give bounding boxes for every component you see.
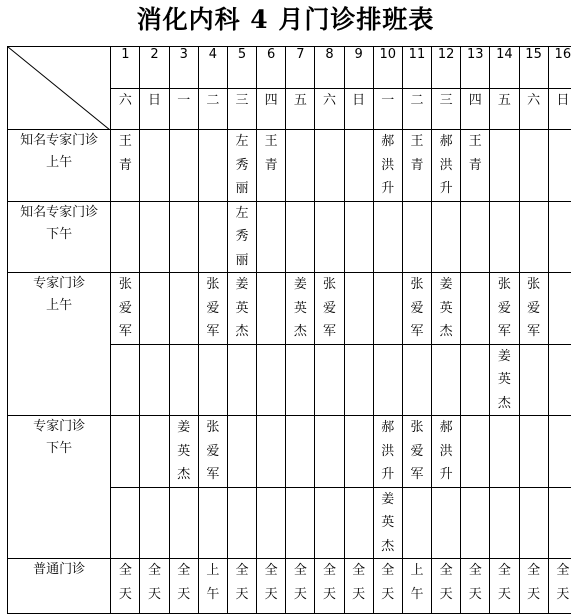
weekday: 二: [402, 89, 431, 130]
section-label-line: 专家门诊: [8, 273, 110, 295]
schedule-cell: [548, 487, 571, 559]
doctor-name: 全天: [176, 559, 192, 606]
section-label-line: 普通门诊: [8, 559, 110, 581]
doctor-name: 全天: [526, 559, 542, 606]
schedule-cell: [286, 416, 315, 488]
schedule-cell: [227, 130, 256, 202]
schedule-cell: [111, 559, 140, 614]
day-number: 13: [461, 47, 490, 89]
schedule-cell: [286, 130, 315, 202]
schedule-cell: [169, 130, 198, 202]
day-number: 5: [227, 47, 256, 89]
schedule-row: [8, 130, 571, 202]
schedule-cell: [169, 344, 198, 416]
schedule-cell: [490, 273, 519, 345]
schedule-row: [8, 201, 571, 273]
schedule-cell: [432, 487, 461, 559]
schedule-cell: [257, 559, 286, 614]
schedule-cell: [257, 487, 286, 559]
schedule-cell: [402, 487, 431, 559]
doctor-name: 全天: [496, 559, 512, 606]
schedule-cell: [373, 273, 402, 345]
schedule-cell: [286, 344, 315, 416]
day-number: 9: [344, 47, 373, 89]
schedule-cell: [519, 344, 548, 416]
section-label-line: 下午: [8, 438, 110, 460]
page-title: 消化内科 4 月门诊排班表: [0, 3, 571, 37]
schedule-cell: [373, 201, 402, 273]
schedule-cell: [344, 201, 373, 273]
doctor-name: 张爱军: [409, 416, 425, 487]
weekday: 三: [432, 89, 461, 130]
day-number: 14: [490, 47, 519, 89]
weekday: 六: [315, 89, 344, 130]
weekday: 四: [257, 89, 286, 130]
schedule-cell: [432, 273, 461, 345]
schedule-cell: [490, 130, 519, 202]
weekday: 六: [111, 89, 140, 130]
schedule-cell: [315, 344, 344, 416]
schedule-cell: [461, 559, 490, 614]
schedule-table: [7, 46, 571, 614]
schedule-cell: [257, 201, 286, 273]
schedule-cell: [198, 130, 227, 202]
schedule-cell: [140, 416, 169, 488]
doctor-name: 姜英杰: [380, 488, 396, 559]
schedule-cell: [402, 130, 431, 202]
schedule-cell: [286, 487, 315, 559]
schedule-cell: [548, 201, 571, 273]
weekday: 三: [227, 89, 256, 130]
doctor-name: 全天: [147, 559, 163, 606]
day-number: 7: [286, 47, 315, 89]
schedule-cell: [227, 273, 256, 345]
schedule-cell: [198, 273, 227, 345]
schedule-cell: [548, 344, 571, 416]
schedule-cell: [111, 201, 140, 273]
schedule-cell: [198, 344, 227, 416]
diagonal-divider: [8, 47, 110, 130]
schedule-cell: [140, 487, 169, 559]
doctor-name: 上午: [205, 559, 221, 606]
schedule-cell: [227, 487, 256, 559]
schedule-cell: [519, 487, 548, 559]
section-label: [8, 559, 111, 614]
doctor-name: 张爱军: [205, 416, 221, 487]
schedule-cell: [373, 130, 402, 202]
day-number-row: [8, 47, 571, 89]
schedule-cell: [344, 487, 373, 559]
section-label-line: 上午: [8, 152, 110, 174]
section-label-line: 知名专家门诊: [8, 202, 110, 224]
doctor-name: 全天: [380, 559, 396, 606]
schedule-cell: [169, 559, 198, 614]
schedule-cell: [519, 416, 548, 488]
schedule-cell: [169, 487, 198, 559]
schedule-cell: [227, 201, 256, 273]
schedule-row: [8, 559, 571, 614]
section-label-line: 下午: [8, 224, 110, 246]
schedule-cell: [490, 487, 519, 559]
schedule-cell: [519, 130, 548, 202]
schedule-cell: [373, 487, 402, 559]
schedule-cell: [198, 201, 227, 273]
schedule-cell: [140, 559, 169, 614]
schedule-cell: [344, 273, 373, 345]
doctor-name: 全天: [117, 559, 133, 606]
schedule-cell: [461, 416, 490, 488]
weekday: 四: [461, 89, 490, 130]
day-number: 8: [315, 47, 344, 89]
schedule-cell: [519, 273, 548, 345]
doctor-name: 郝洪升: [438, 130, 454, 201]
day-number: 6: [257, 47, 286, 89]
doctor-name: 姜英杰: [496, 345, 512, 416]
schedule-cell: [461, 273, 490, 345]
doctor-name: 郝洪升: [380, 416, 396, 487]
doctor-name: 全天: [292, 559, 308, 606]
section-label: [8, 201, 111, 273]
schedule-cell: [373, 416, 402, 488]
schedule-cell: [490, 416, 519, 488]
schedule-cell: [140, 130, 169, 202]
schedule-cell: [286, 201, 315, 273]
doctor-name: 全天: [351, 559, 367, 606]
schedule-cell: [373, 559, 402, 614]
schedule-cell: [461, 130, 490, 202]
schedule-cell: [432, 201, 461, 273]
schedule-cell: [519, 201, 548, 273]
schedule-cell: [548, 559, 571, 614]
schedule-cell: [140, 344, 169, 416]
weekday: 日: [548, 89, 571, 130]
schedule-cell: [315, 201, 344, 273]
doctor-name: 左秀丽: [234, 202, 250, 273]
section-label-line: 上午: [8, 295, 110, 317]
schedule-cell: [490, 201, 519, 273]
schedule-cell: [315, 273, 344, 345]
doctor-name: 全天: [438, 559, 454, 606]
schedule-cell: [198, 416, 227, 488]
doctor-name: 张爱军: [321, 273, 337, 344]
doctor-name: 王青: [117, 130, 133, 177]
day-number: 4: [198, 47, 227, 89]
doctor-name: 王青: [409, 130, 425, 177]
schedule-cell: [257, 130, 286, 202]
doctor-name: 张爱军: [526, 273, 542, 344]
doctor-name: 张爱军: [117, 273, 133, 344]
weekday: 六: [519, 89, 548, 130]
doctor-name: 张爱军: [409, 273, 425, 344]
schedule-cell: [548, 130, 571, 202]
doctor-name: 王青: [467, 130, 483, 177]
day-number: 2: [140, 47, 169, 89]
doctor-name: 姜英杰: [176, 416, 192, 487]
schedule-cell: [315, 130, 344, 202]
doctor-name: 姜英杰: [292, 273, 308, 344]
schedule-cell: [519, 559, 548, 614]
schedule-cell: [461, 344, 490, 416]
schedule-cell: [257, 344, 286, 416]
schedule-cell: [402, 201, 431, 273]
day-number: 16: [548, 47, 571, 89]
doctor-name: 全天: [467, 559, 483, 606]
section-label: [8, 273, 111, 416]
doctor-name: 全天: [263, 559, 279, 606]
schedule-cell: [402, 344, 431, 416]
doctor-name: 郝洪升: [380, 130, 396, 201]
doctor-name: 郝洪升: [438, 416, 454, 487]
schedule-cell: [111, 344, 140, 416]
schedule-cell: [227, 344, 256, 416]
schedule-cell: [432, 130, 461, 202]
weekday: 日: [140, 89, 169, 130]
schedule-cell: [344, 130, 373, 202]
weekday: 五: [286, 89, 315, 130]
doctor-name: 张爱军: [205, 273, 221, 344]
doctor-name: 姜英杰: [234, 273, 250, 344]
schedule-cell: [227, 559, 256, 614]
schedule-cell: [111, 487, 140, 559]
schedule-cell: [402, 273, 431, 345]
day-number: 1: [111, 47, 140, 89]
schedule-cell: [461, 201, 490, 273]
schedule-cell: [140, 201, 169, 273]
schedule-cell: [548, 416, 571, 488]
schedule-cell: [315, 416, 344, 488]
schedule-row: [8, 416, 571, 488]
schedule-cell: [257, 416, 286, 488]
schedule-cell: [548, 273, 571, 345]
doctor-name: 上午: [409, 559, 425, 606]
schedule-cell: [169, 273, 198, 345]
schedule-cell: [344, 416, 373, 488]
schedule-cell: [257, 273, 286, 345]
weekday: 一: [169, 89, 198, 130]
schedule-cell: [227, 416, 256, 488]
doctor-name: 姜英杰: [438, 273, 454, 344]
section-label-line: 知名专家门诊: [8, 130, 110, 152]
schedule-cell: [315, 487, 344, 559]
schedule-cell: [198, 487, 227, 559]
doctor-name: 左秀丽: [234, 130, 250, 201]
schedule-cell: [111, 273, 140, 345]
weekday: 日: [344, 89, 373, 130]
schedule-cell: [140, 273, 169, 345]
schedule-cell: [373, 344, 402, 416]
schedule-row: [8, 273, 571, 345]
weekday: 五: [490, 89, 519, 130]
schedule-cell: [111, 416, 140, 488]
section-label: [8, 130, 111, 202]
schedule-cell: [169, 201, 198, 273]
schedule-cell: [490, 559, 519, 614]
schedule-cell: [344, 344, 373, 416]
header-corner: [8, 47, 111, 130]
schedule-cell: [198, 559, 227, 614]
doctor-name: 全天: [555, 559, 571, 606]
schedule-cell: [402, 416, 431, 488]
schedule-cell: [315, 559, 344, 614]
day-number: 12: [432, 47, 461, 89]
doctor-name: 王青: [263, 130, 279, 177]
schedule-cell: [432, 559, 461, 614]
schedule-cell: [432, 344, 461, 416]
day-number: 11: [402, 47, 431, 89]
doctor-name: 全天: [321, 559, 337, 606]
schedule-cell: [344, 559, 373, 614]
schedule-cell: [490, 344, 519, 416]
doctor-name: 全天: [234, 559, 250, 606]
schedule-cell: [111, 130, 140, 202]
schedule-cell: [169, 416, 198, 488]
day-number: 15: [519, 47, 548, 89]
section-label: [8, 416, 111, 559]
day-number: 3: [169, 47, 198, 89]
doctor-name: 张爱军: [496, 273, 512, 344]
schedule-cell: [286, 273, 315, 345]
schedule-cell: [432, 416, 461, 488]
weekday: 二: [198, 89, 227, 130]
schedule-cell: [461, 487, 490, 559]
section-label-line: 专家门诊: [8, 416, 110, 438]
day-number: 10: [373, 47, 402, 89]
weekday: 一: [373, 89, 402, 130]
schedule-cell: [402, 559, 431, 614]
schedule-cell: [286, 559, 315, 614]
